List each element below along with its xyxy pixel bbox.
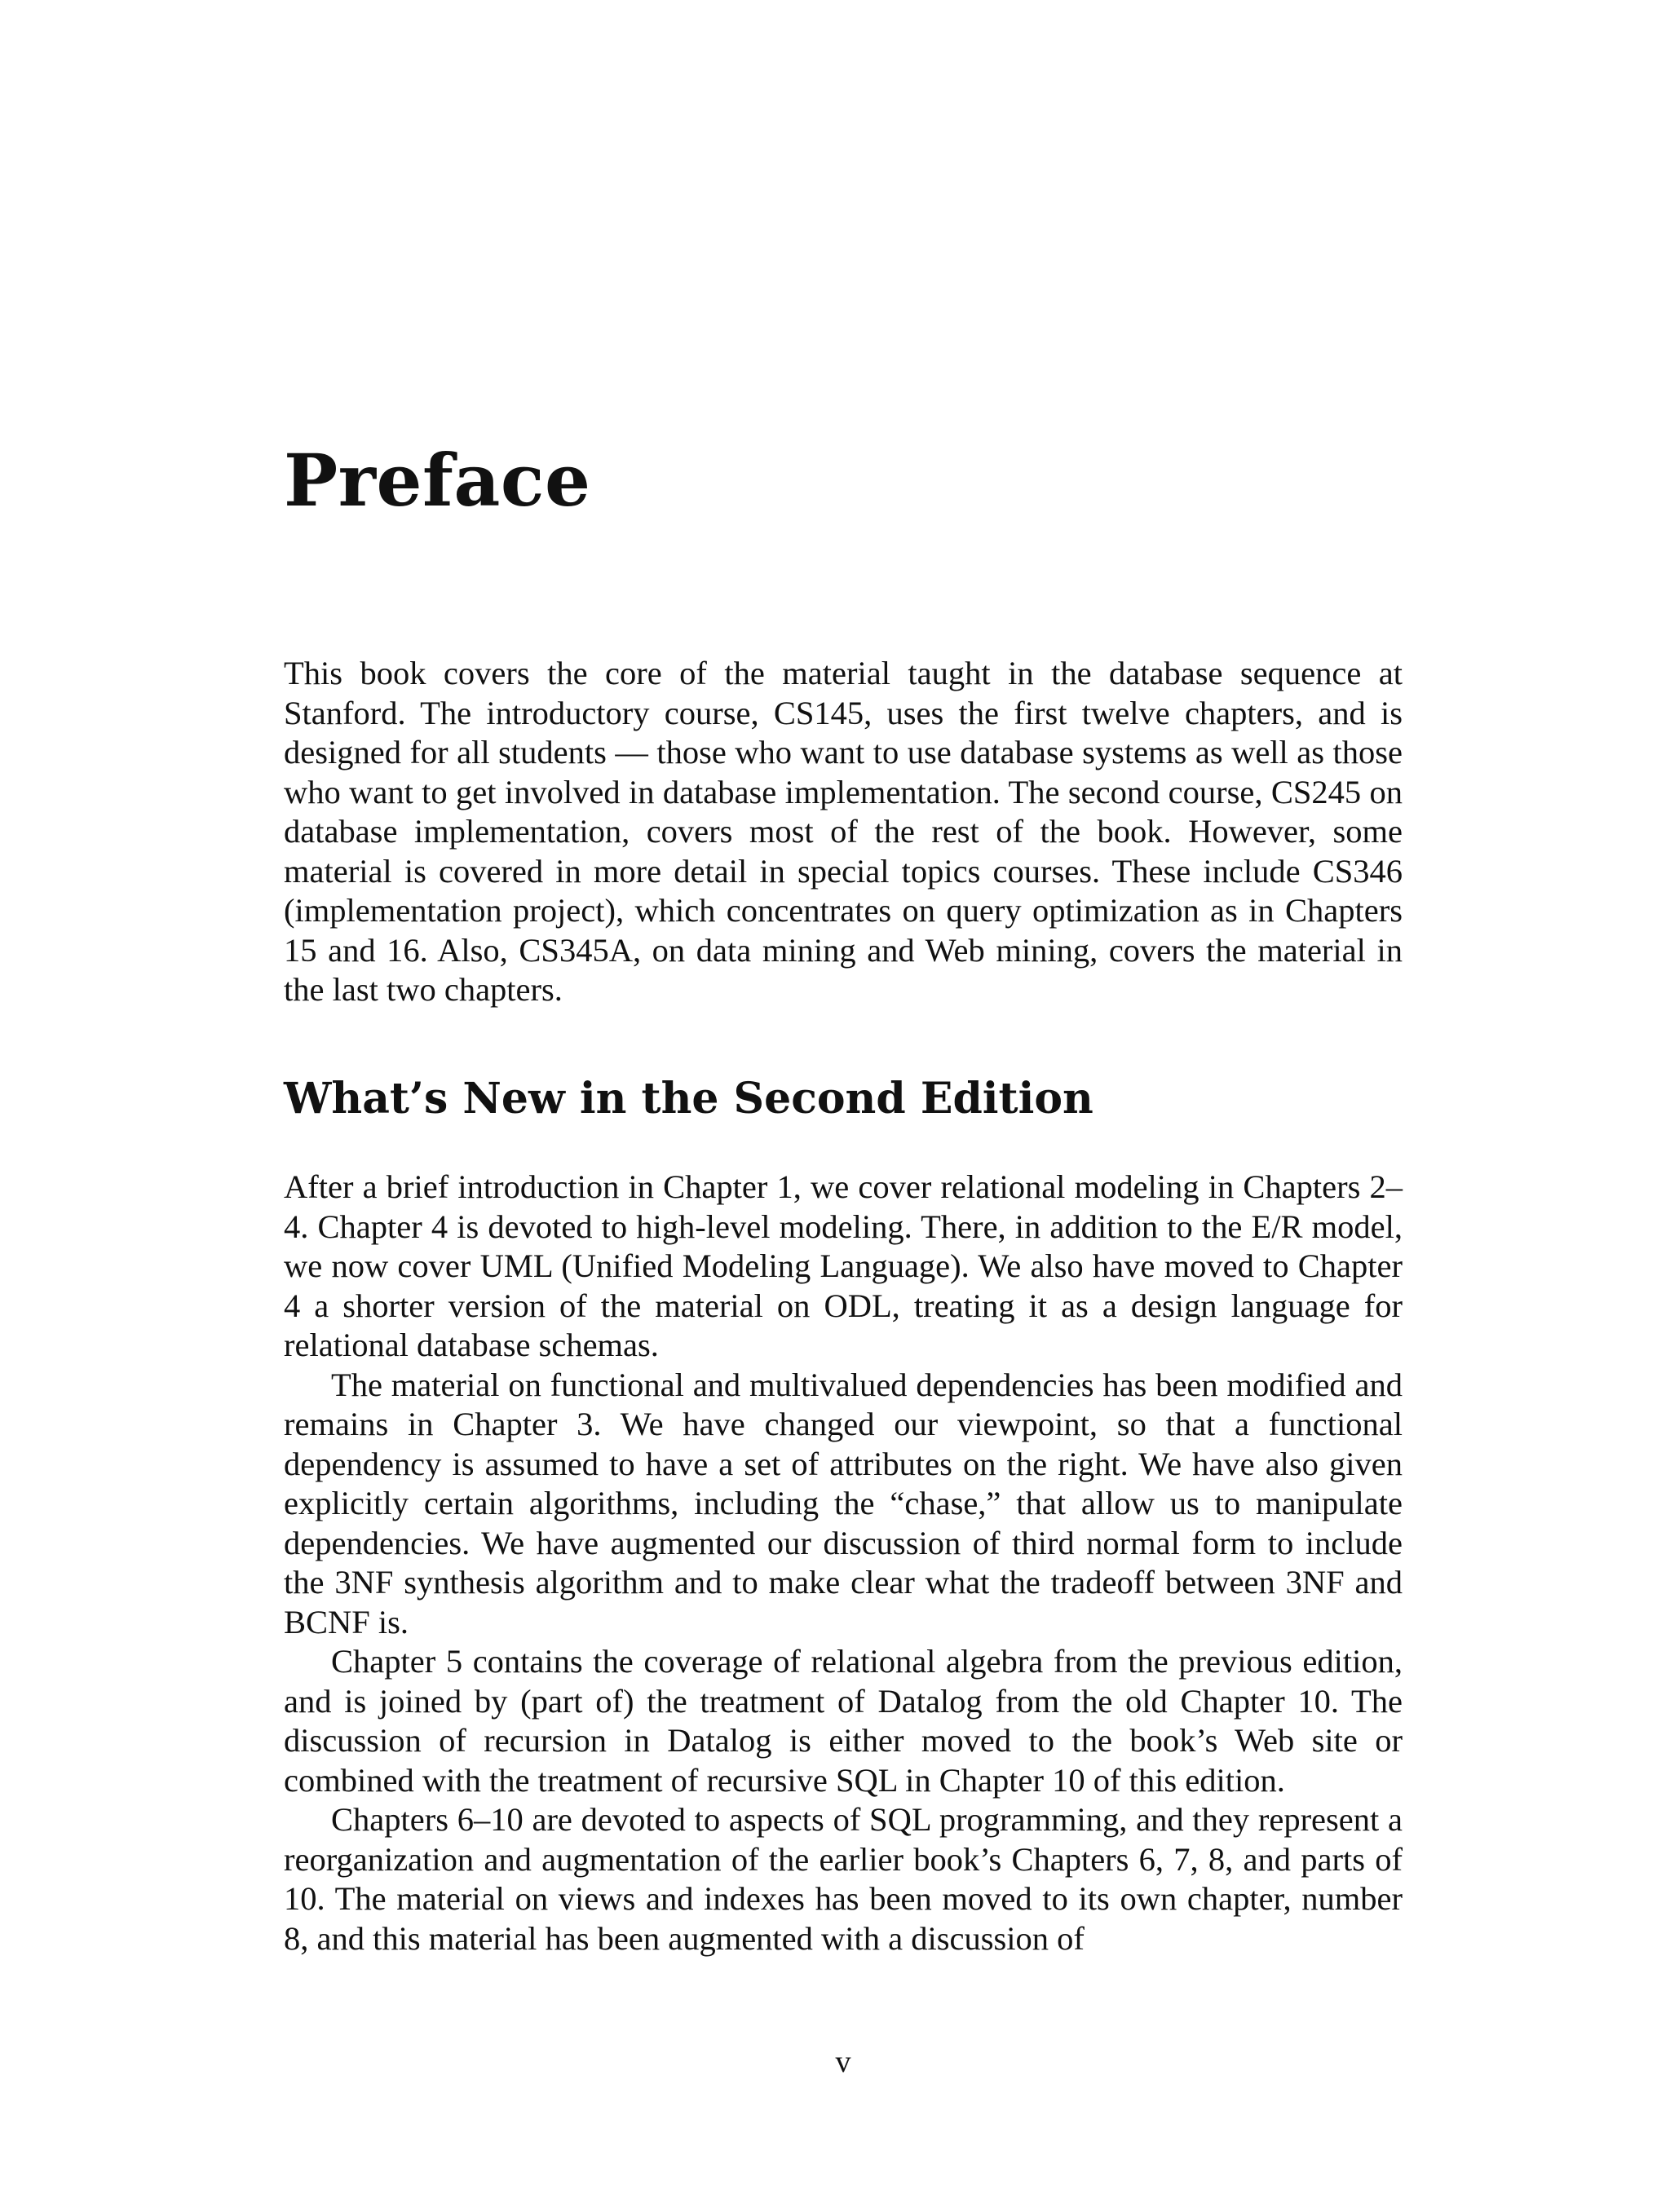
page-number: v bbox=[835, 2045, 851, 2079]
paragraph: After a brief introduction in Chapter 1, we cover relational modeling in Chapters 2–4. Chapter 4 is devoted to high-level modeling. There, in addition to the E/R model, we now cover UML (Unified Modeling Language). We also have moved to Chapter 4 a shorter version of the material on ODL, treating it as a design language for relational database schemas. bbox=[284, 1168, 1403, 1363]
paragraph: The material on functional and multivalued dependencies has been modified and remains in Chapter 3. We have changed our viewpoint, so that a functional dependency is assumed to have a set of attributes on the right. We have also given explicitly certain algorithms, including the “chase,” that allow us to manipulate dependencies. We have augmented our discussion of third normal form to include the 3NF synthesis algorithm and to make clear what the tradeoff between 3NF and BCNF is. bbox=[284, 1366, 1403, 1640]
intro-paragraph: This book covers the core of the material taught in the database sequence at Stanford. The introductory course, CS145, uses the first twelve chapters, and is designed for all students — those who want to use database systems as well as those who want to get involved in database implementation. The second course, CS245 on database implementation, covers most of the rest of the book. However, some material is covered in more detail in special topics courses. These include CS346 (implementation project), which concentrates on query optimization as in Chapters 15 and 16. Also, CS345A, on data mining and Web mining, covers the material in the last two chapters. bbox=[284, 655, 1403, 1008]
chapter-title: Preface bbox=[284, 438, 591, 523]
section-body bbox=[284, 1168, 1403, 1958]
paragraph: Chapter 5 contains the coverage of relational algebra from the previous edition, and is joined by (part of) the treatment of Datalog from the old Chapter 10. The discussion of recursion in Datalog is either moved to the book’s Web site or combined with the treatment of recursive SQL in Chapter 10 of this edition. bbox=[284, 1643, 1403, 1799]
section-heading: What’s New in the Second Edition bbox=[284, 1074, 1093, 1124]
paragraph: Chapters 6–10 are devoted to aspects of SQL programming, and they represent a reorganization and augmentation of the earlier book’s Chapters 6, 7, 8, and parts of 10. The material on views and indexes has been moved to its own chapter, number 8, and this material has been augmented with a discussion of bbox=[284, 1801, 1403, 1957]
book-page bbox=[284, 0, 1403, 2212]
